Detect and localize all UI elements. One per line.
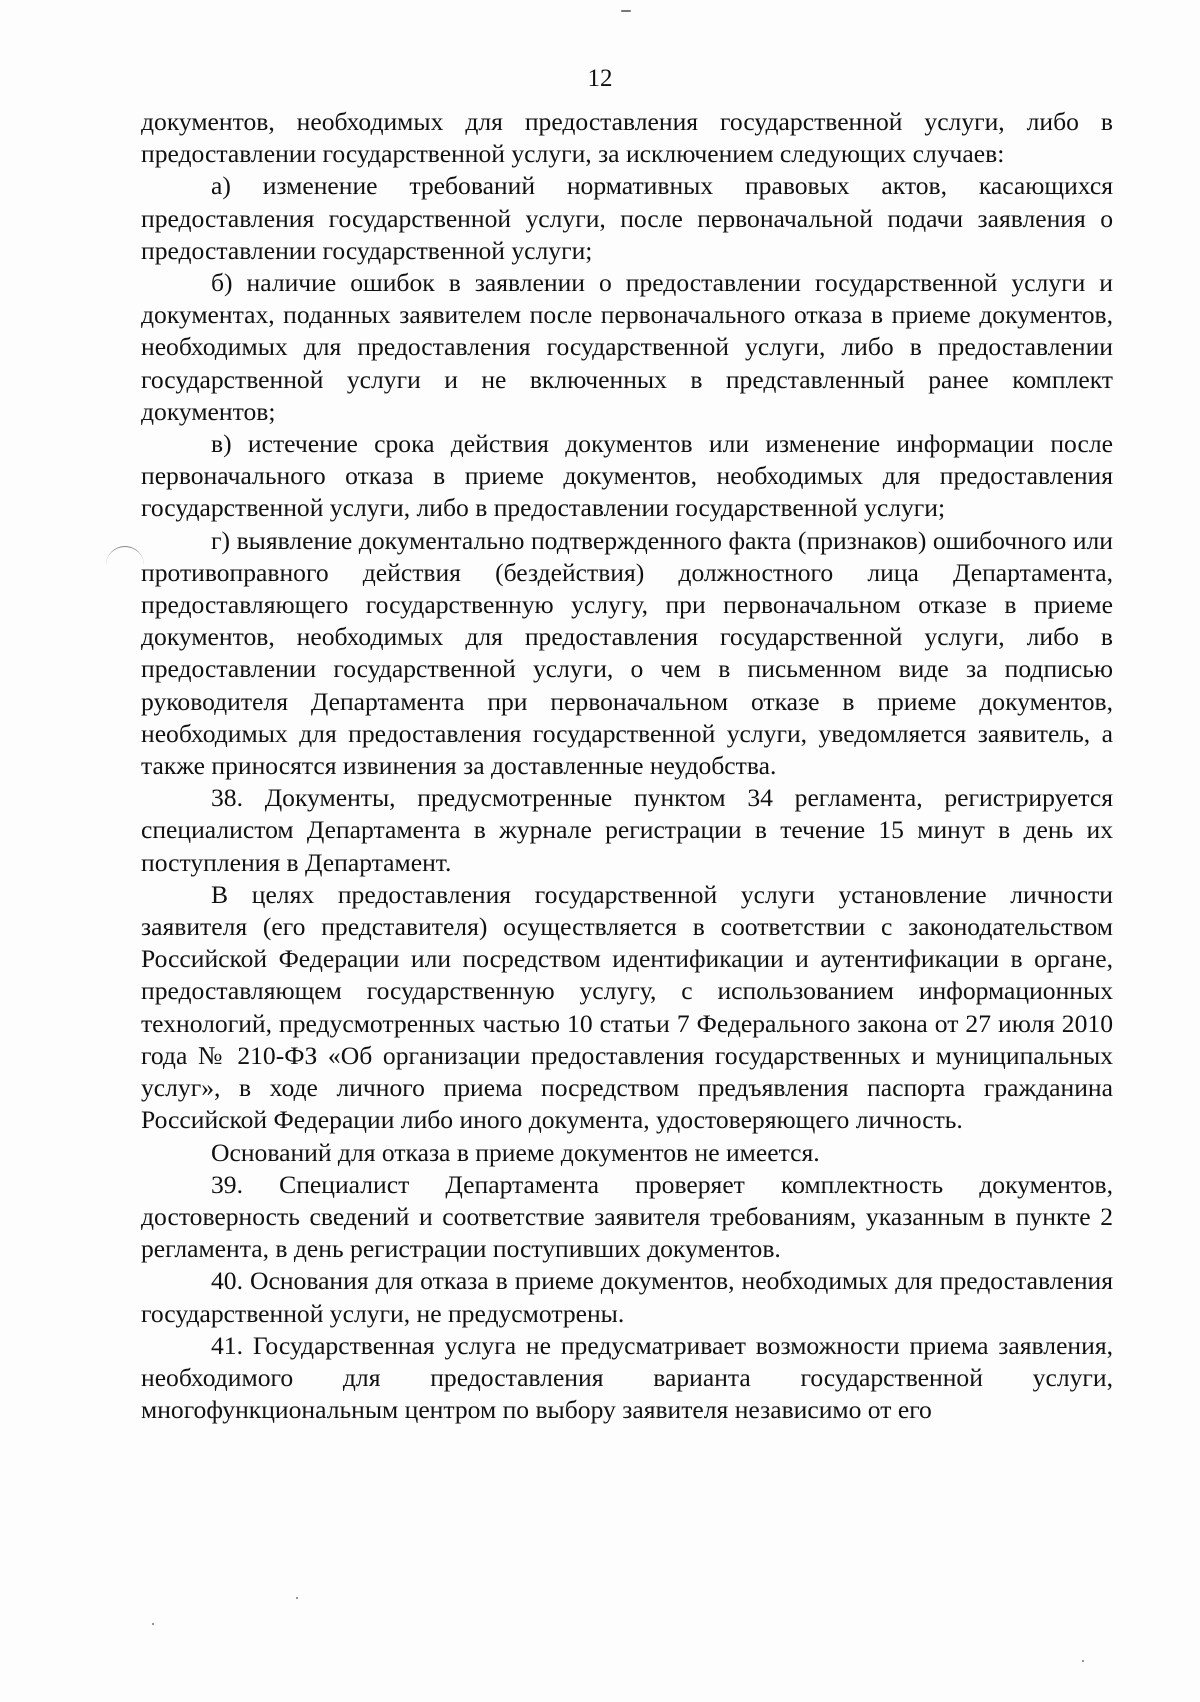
scan-speck [1082,1660,1084,1662]
page-number: 12 [587,65,613,92]
scan-pen-stroke [106,546,144,565]
paragraph-continuation: документов, необходимых для предоставления государственной услуги, либо в предоставлении государственной услуги, за исключением следующих случаев: [141,107,1113,169]
paragraph-item-b: б) наличие ошибок в заявлении о предоставлении государственной услуги и документах, поданных заявителем после первоначального отказа в приеме документов, необходимых для предоставления государственной услуги, либо в предоставлении государственной услуги и не включенных в представленный ранее комплект документов; [141,268,1113,426]
scan-speck [152,1623,154,1625]
paragraph-identity-verification: В целях предоставления государственной услуги установление личности заявителя (его представителя) осуществляется в соответствии с законодательством Российской Федерации или посредством идентификации и аутентификации в органе, предоставляющем государственную услугу, с использованием информационных технологий, предусмотренных частью 10 статьи 7 Федерального закона от 27 июля 2010 года № 210-ФЗ «Об организации предоставления государственных и муниципальных услуг», в ходе личного приема посредством предъявления паспорта гражданина Российской Федерации либо иного документа, удостоверяющего личность. [141,879,1113,1135]
paragraph-41: 41. Государственная услуга не предусматривает возможности приема заявления, необходимого для предоставления варианта государственной услуги, многофункциональным центром по выбору заявителя независимо от его [141,1330,1113,1425]
paragraph-item-g: г) выявление документально подтвержденного факта (признаков) ошибочного или противоправного действия (бездействия) должностного лица Департамента, предоставляющего государственную услугу, при первоначальном отказе в приеме документов, необходимых для предоставления государственной услуги, либо в предоставлении государственной услуги, о чем в письменном виде за подписью руководителя Департамента при первоначальном отказе в приеме документов, необходимых для предоставления государственной услуги, уведомляется заявитель, а также приносятся извинения за доставленные неудобства. [141,525,1113,781]
scan-speck [296,1597,298,1599]
paragraph-39: 39. Специалист Департамента проверяет комплектность документов, достоверность сведений и соответствие заявителя требованиям, указанным в пункте 2 регламента, в день регистрации поступивших документов. [141,1169,1113,1264]
paragraph-no-refusal-grounds: Оснований для отказа в приеме документов не имеется. [211,1137,820,1167]
document-body [141,106,1113,1426]
paragraph-item-a: а) изменение требований нормативных правовых актов, касающихся предоставления государственной услуги, после первоначальной подачи заявления о предоставлении государственной услуги; [141,171,1113,265]
paragraph-38: 38. Документы, предусмотренные пунктом 34 регламента, регистрируется специалистом Департамента в журнале регистрации в течение 15 минут в день их поступления в Департамент. [141,783,1113,877]
paragraph-item-v: в) истечение срока действия документов или изменение информации после первоначального отказа в приеме документов, необходимых для предоставления государственной услуги, либо в предоставлении государственной услуги; [141,429,1113,523]
scan-speck [621,10,631,12]
paragraph-40: 40. Основания для отказа в приеме документов, необходимых для предоставления государственной услуги, не предусмотрены. [141,1266,1113,1328]
